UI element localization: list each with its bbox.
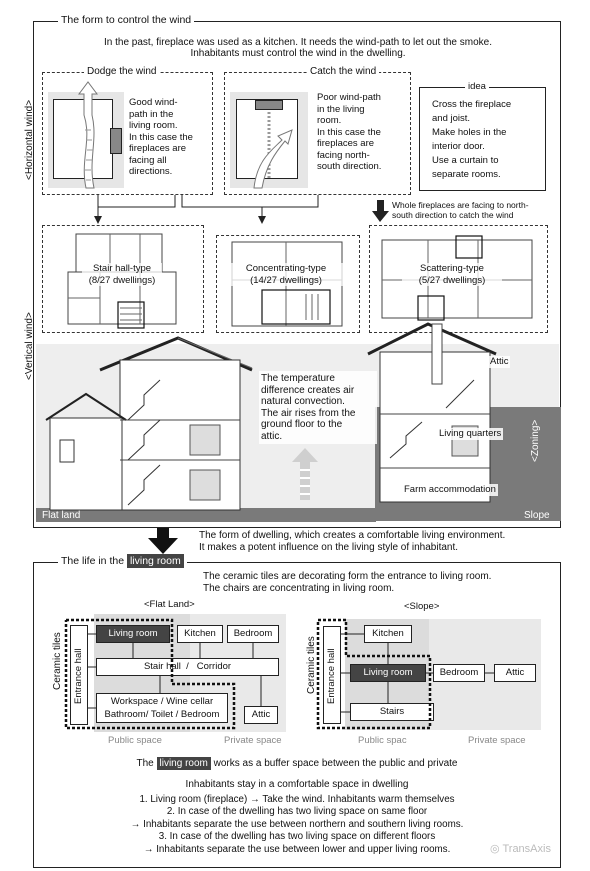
flat-land-label: Flat land (42, 510, 81, 521)
flat-public-space-label: Public space (108, 735, 162, 746)
dodge-text-line: living room. (129, 120, 178, 131)
slope-bedroom: Bedroom (433, 664, 485, 682)
conclusion-line-1: The form of dwelling, which creates a comfortable living environment. (199, 530, 506, 541)
panel-title-highlight: living room (127, 554, 184, 568)
flat-bedroom: Bedroom (227, 625, 279, 643)
conclusion-line-2: It makes a potent influence on the living style of inhabitant. (199, 542, 459, 553)
dodge-text-line: path in the (129, 108, 174, 120)
zone-attic: Attic (490, 356, 509, 367)
wind-control-title: The form to control the wind (58, 14, 194, 26)
slope-stairs: Stairs (350, 703, 434, 721)
points-list (40, 794, 554, 856)
zone-farm-accommodation: Farm accommodation (404, 484, 496, 495)
watermark-logo-icon: ◎ (490, 843, 503, 855)
convection-line: The air rises from the (261, 407, 356, 419)
idea-item: interior door. (432, 141, 485, 152)
intro-line-1: In the past, fireplace was used as a kitchen. It needs the wind-path to let out the smoke. (103, 37, 492, 48)
zoning-label: <Zoning> (530, 419, 541, 462)
slope-kitchen: Kitchen (364, 625, 412, 643)
buffer-suffix: works as a buffer space between the public and private (213, 758, 458, 769)
dodge-text-line: facing all (129, 154, 167, 166)
idea-item: separate rooms. (432, 169, 501, 180)
buffer-highlight: living room (157, 757, 211, 770)
horizontal-wind-label: <Horizontal wind> (24, 99, 35, 180)
slope-label: Slope (524, 510, 550, 521)
dodge-text-line: In this case the (129, 131, 193, 143)
section2-desc-2: The chairs are concentrating in living room. (203, 583, 395, 594)
vertical-wind-label: <Vertical wind> (24, 312, 35, 380)
flat-private-space-label: Private space (224, 735, 282, 746)
catch-wind-title: Catch the wind (307, 66, 379, 78)
idea-item: and joist. (432, 113, 471, 124)
catch-text-line: In this case the (317, 126, 381, 138)
slope-ceramic-tiles-label: Ceramic tiles (306, 636, 317, 694)
idea-title: idea (465, 81, 489, 93)
workspace-line: Bathroom/ Toilet / Bedroom (104, 709, 220, 720)
flat-land-heading: <Flat Land> (144, 599, 195, 610)
watermark-text: TransAxis (502, 843, 551, 855)
whole-note-line: Whole fireplaces are facing to north- (392, 200, 529, 210)
type-name: Stair hall-type (92, 263, 152, 274)
flat-entrance-hall-label: Entrance hall (73, 648, 84, 704)
type-name: Concentrating-type (245, 263, 327, 274)
dodge-wind-title: Dodge the wind (84, 66, 160, 78)
idea-item: Make holes in the (432, 127, 507, 138)
point-line: → Inhabitants separate the use between northern and southern living rooms. (130, 818, 464, 830)
flat-kitchen: Kitchen (177, 625, 223, 643)
whole-note-line: south direction to catch the wind (392, 210, 514, 220)
dodge-text-line: fireplaces are (129, 143, 187, 154)
idea-item: Cross the fireplace (432, 99, 512, 110)
stay-sentence: Inhabitants stay in a comfortable space in dwelling (185, 779, 409, 790)
workspace-line: Workspace / Wine cellar (110, 696, 214, 707)
catch-text-line: fireplaces are (317, 138, 375, 149)
slope-public-space-label: Public spac (358, 735, 407, 746)
convection-line: difference creates air (261, 384, 355, 396)
point-line: → Inhabitants separate the use between lower and upper living rooms. (143, 843, 451, 855)
dodge-text-line: directions. (129, 166, 173, 177)
panel-title-prefix: The life in the (61, 555, 125, 567)
convection-line: natural convection. (261, 396, 345, 407)
point-line: 3. In case of the dwelling has two living space on different floors (158, 831, 436, 843)
slope-private-space-label: Private space (468, 735, 526, 746)
slope-living-room: Living room (350, 664, 426, 682)
slope-heading: <Slope> (404, 601, 440, 612)
convection-line: ground floor to the (261, 419, 343, 430)
flat-ceramic-tiles-label: Ceramic tiles (52, 632, 63, 690)
flat-stair-corridor: Stair hall / Corridor (96, 658, 279, 676)
type-name: Scattering-type (420, 263, 484, 274)
catch-text-line: facing north- (317, 149, 370, 161)
idea-item: Use a curtain to (432, 155, 499, 166)
type-count: (14/27 dwellings) (250, 274, 322, 286)
catch-text-line: room. (317, 115, 342, 126)
catch-text-line: south direction. (317, 161, 382, 172)
zone-living-quarters: Living quarters (439, 428, 502, 439)
intro-line-2: Inhabitants must control the wind in the dwelling. (190, 48, 406, 59)
type-count: (5/27 dwellings) (418, 274, 486, 286)
watermark (490, 842, 551, 855)
slope-attic: Attic (494, 664, 536, 682)
flat-living-room: Living room (96, 625, 170, 643)
point-line: 1. Living room (fireplace) → Take the wind. Inhabitants warm themselves (139, 794, 455, 805)
catch-text-line: in the living (317, 103, 365, 115)
section2-desc-1: The ceramic tiles are decorating form the entrance to living room. (203, 571, 492, 582)
convection-line: attic. (261, 430, 283, 442)
slope-entrance-hall-label: Entrance hall (326, 648, 337, 704)
catch-text-line: Poor wind-path (317, 92, 381, 103)
dodge-text-line: Good wind- (129, 97, 178, 108)
buffer-prefix: The (136, 758, 154, 769)
buffer-sentence (40, 758, 554, 770)
flat-attic: Attic (244, 706, 278, 724)
point-line: 2. In case of the dwelling has two living space on same floor (166, 806, 428, 818)
convection-line: The temperature (261, 373, 335, 384)
type-count: (8/27 dwellings) (88, 274, 156, 286)
